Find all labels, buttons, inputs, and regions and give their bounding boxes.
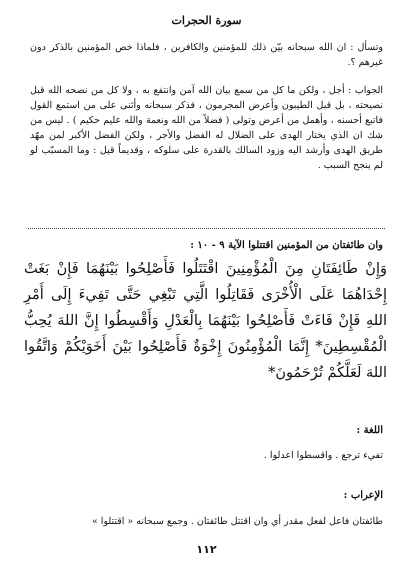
language-text: تفيء ترجع . واقسطوا اعدلوا .	[263, 450, 383, 461]
page-number: ١١٢	[196, 543, 217, 556]
irab-label: الإعراب :	[343, 490, 383, 501]
section-heading: وان طائفتان من المؤمنين اقتتلوا الآية ٩ - ١٠ :	[190, 240, 383, 251]
separator	[28, 228, 385, 229]
intro-paragraph: وتسأل : ان الله سبحانه بيّن ذلك للمؤمنين والكافرين ، فلماذا خص المؤمنين بالذكر دون غيرهم ؟.	[30, 42, 383, 68]
irab-text: طائفتان فاعل لفعل مقدر أي وان اقتتل طائفتان . وجمع سبحانه « اقتتلوا »	[91, 516, 383, 527]
answer-paragraph: الجواب : أجل ، ولكن ما كل من سمع بيان الله آمن وانتفع به ، ولا كل من نصحه الله قبل نصيحته ، بل قبل الطيبون وأعرض المجرمون ، فذكر سبحانه وأثنى على من استمع القول فاتبع أحسنه ، وأهمل من أعرض وتولى ( فضلاً من الله ونعمة والله عليم حكيم ) . ليس من شك ان الذي يختار الهدى على الضلال له الفضل والأجر ، ولكن الفضل الأكبر لمن مهّد طريق الهدى وأرشد اليه وزود السالك بالقدرة على سلوكه ، وقديماً قيل : وما المسبّب لو لم ينجح السبب .	[30, 85, 383, 171]
language-label: اللغة :	[356, 425, 383, 436]
page-header: سورة الحجرات	[171, 14, 242, 27]
quran-verse: وَإِنْ طَائِفَتَانِ مِنَ الْمُؤْمِنِينَ اقْتَتَلُوا فَأَصْلِحُوا بَيْنَهُمَا فَإِنْ بَغَتْ إِحْدَاهُمَا عَلَى الْأُخْرَى فَقَاتِلُوا الَّتِي تَبْغِي حَتَّى تَفِيءَ إِلَى أَمْرِ اللهِ فَإِنْ فَاءَتْ فَأَصْلِحُوا بَيْنَهُمَا بِالْعَدْلِ وَأَقْسِطُوا إِنَّ اللهَ يُحِبُّ الْمُقْسِطِينَ* إِنَّمَا الْمُؤْمِنُونَ إِخْوَةٌ فَأَصْلِحُوا بَيْنَ أَخَوَيْكُمْ وَاتَّقُوا اللهَ لَعَلَّكُمْ تُرْحَمُونَ*	[24, 261, 387, 381]
